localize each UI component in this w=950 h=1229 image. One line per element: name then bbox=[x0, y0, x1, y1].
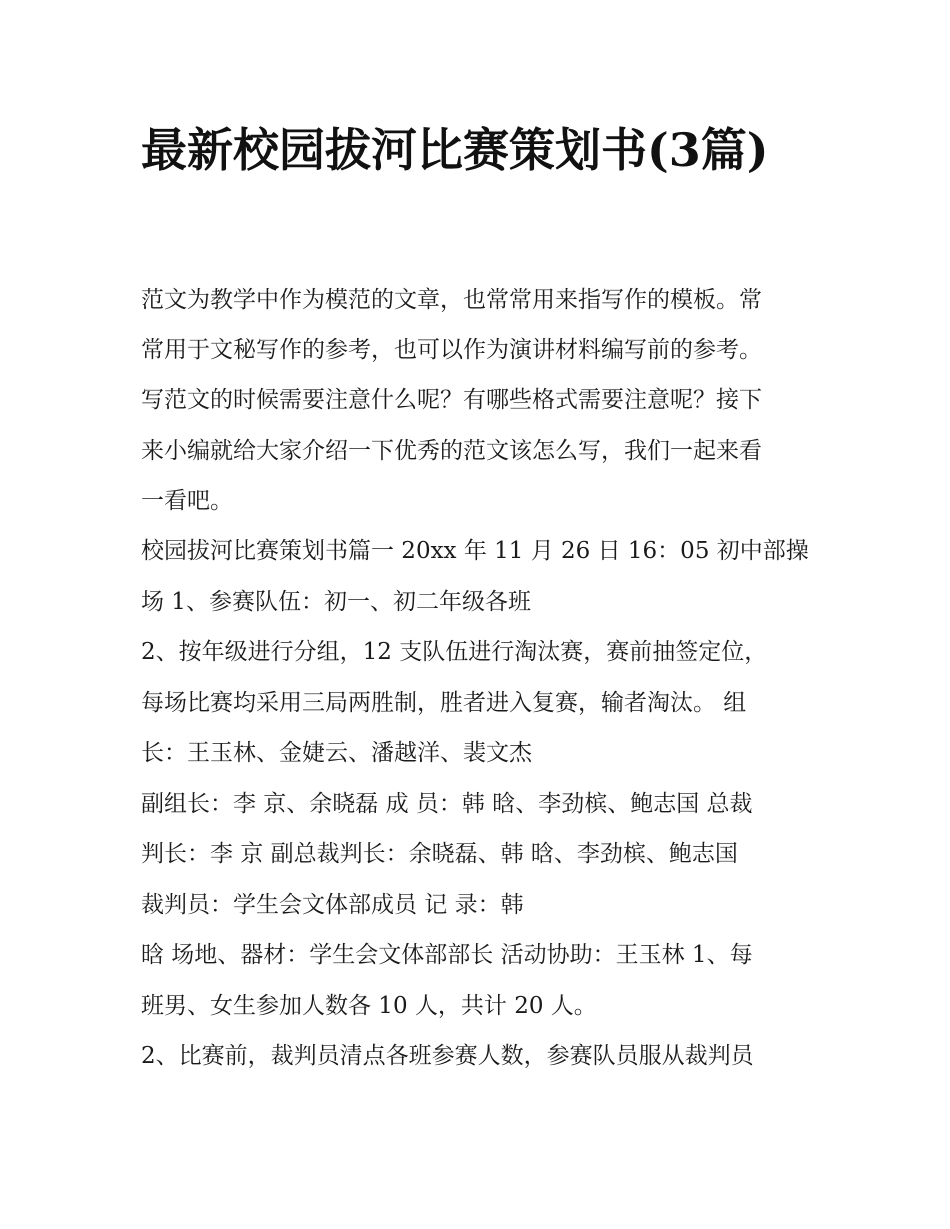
body-line-9: 每场比赛均采用三局两胜制，胜者进入复赛，输者淘汰。 组 bbox=[141, 690, 747, 716]
body-line-6: 校园拔河比赛策划书篇一 20xx 年 11 月 26 日 16：05 初中部操 bbox=[141, 538, 809, 564]
body-line-1: 范文为教学中作为模范的文章，也常常用来指写作的模板。常 bbox=[141, 287, 762, 313]
body-line-7: 场 1、参赛队伍：初一、初二年级各班 bbox=[141, 589, 531, 615]
body-line-16: 2、比赛前，裁判员清点各班参赛人数，参赛队员服从裁判员 bbox=[141, 1043, 754, 1069]
body-line-11: 副组长：李 京、余晓磊 成 员：韩 晗、李劲槟、鲍志国 总裁 bbox=[141, 791, 753, 817]
body-line-8: 2、按年级进行分组，12 支队伍进行淘汰赛，赛前抽签定位， bbox=[141, 639, 768, 665]
body-line-4: 来小编就给大家介绍一下优秀的范文该怎么写，我们一起来看 bbox=[141, 438, 762, 464]
body-line-5: 一看吧。 bbox=[141, 488, 233, 514]
body-line-10: 长：王玉林、金婕云、潘越洋、裴文杰 bbox=[141, 740, 532, 766]
body-line-2: 常用于文秘写作的参考，也可以作为演讲材料编写前的参考。 bbox=[141, 337, 762, 363]
body-line-14: 晗 场地、器材：学生会文体部部长 活动协助：王玉林 1、每 bbox=[141, 942, 753, 968]
body-line-3: 写范文的时候需要注意什么呢？有哪些格式需要注意呢？接下 bbox=[141, 387, 762, 413]
body-line-12: 判长：李 京 副总裁判长：余晓磊、韩 晗、李劲槟、鲍志国 bbox=[141, 841, 738, 867]
body-line-15: 班男、女生参加人数各 10 人，共计 20 人。 bbox=[141, 993, 597, 1019]
body-line-13: 裁判员：学生会文体部成员 记 录：韩 bbox=[141, 892, 524, 918]
document-title: 最新校园拔河比赛策划书(3篇) bbox=[141, 123, 769, 177]
